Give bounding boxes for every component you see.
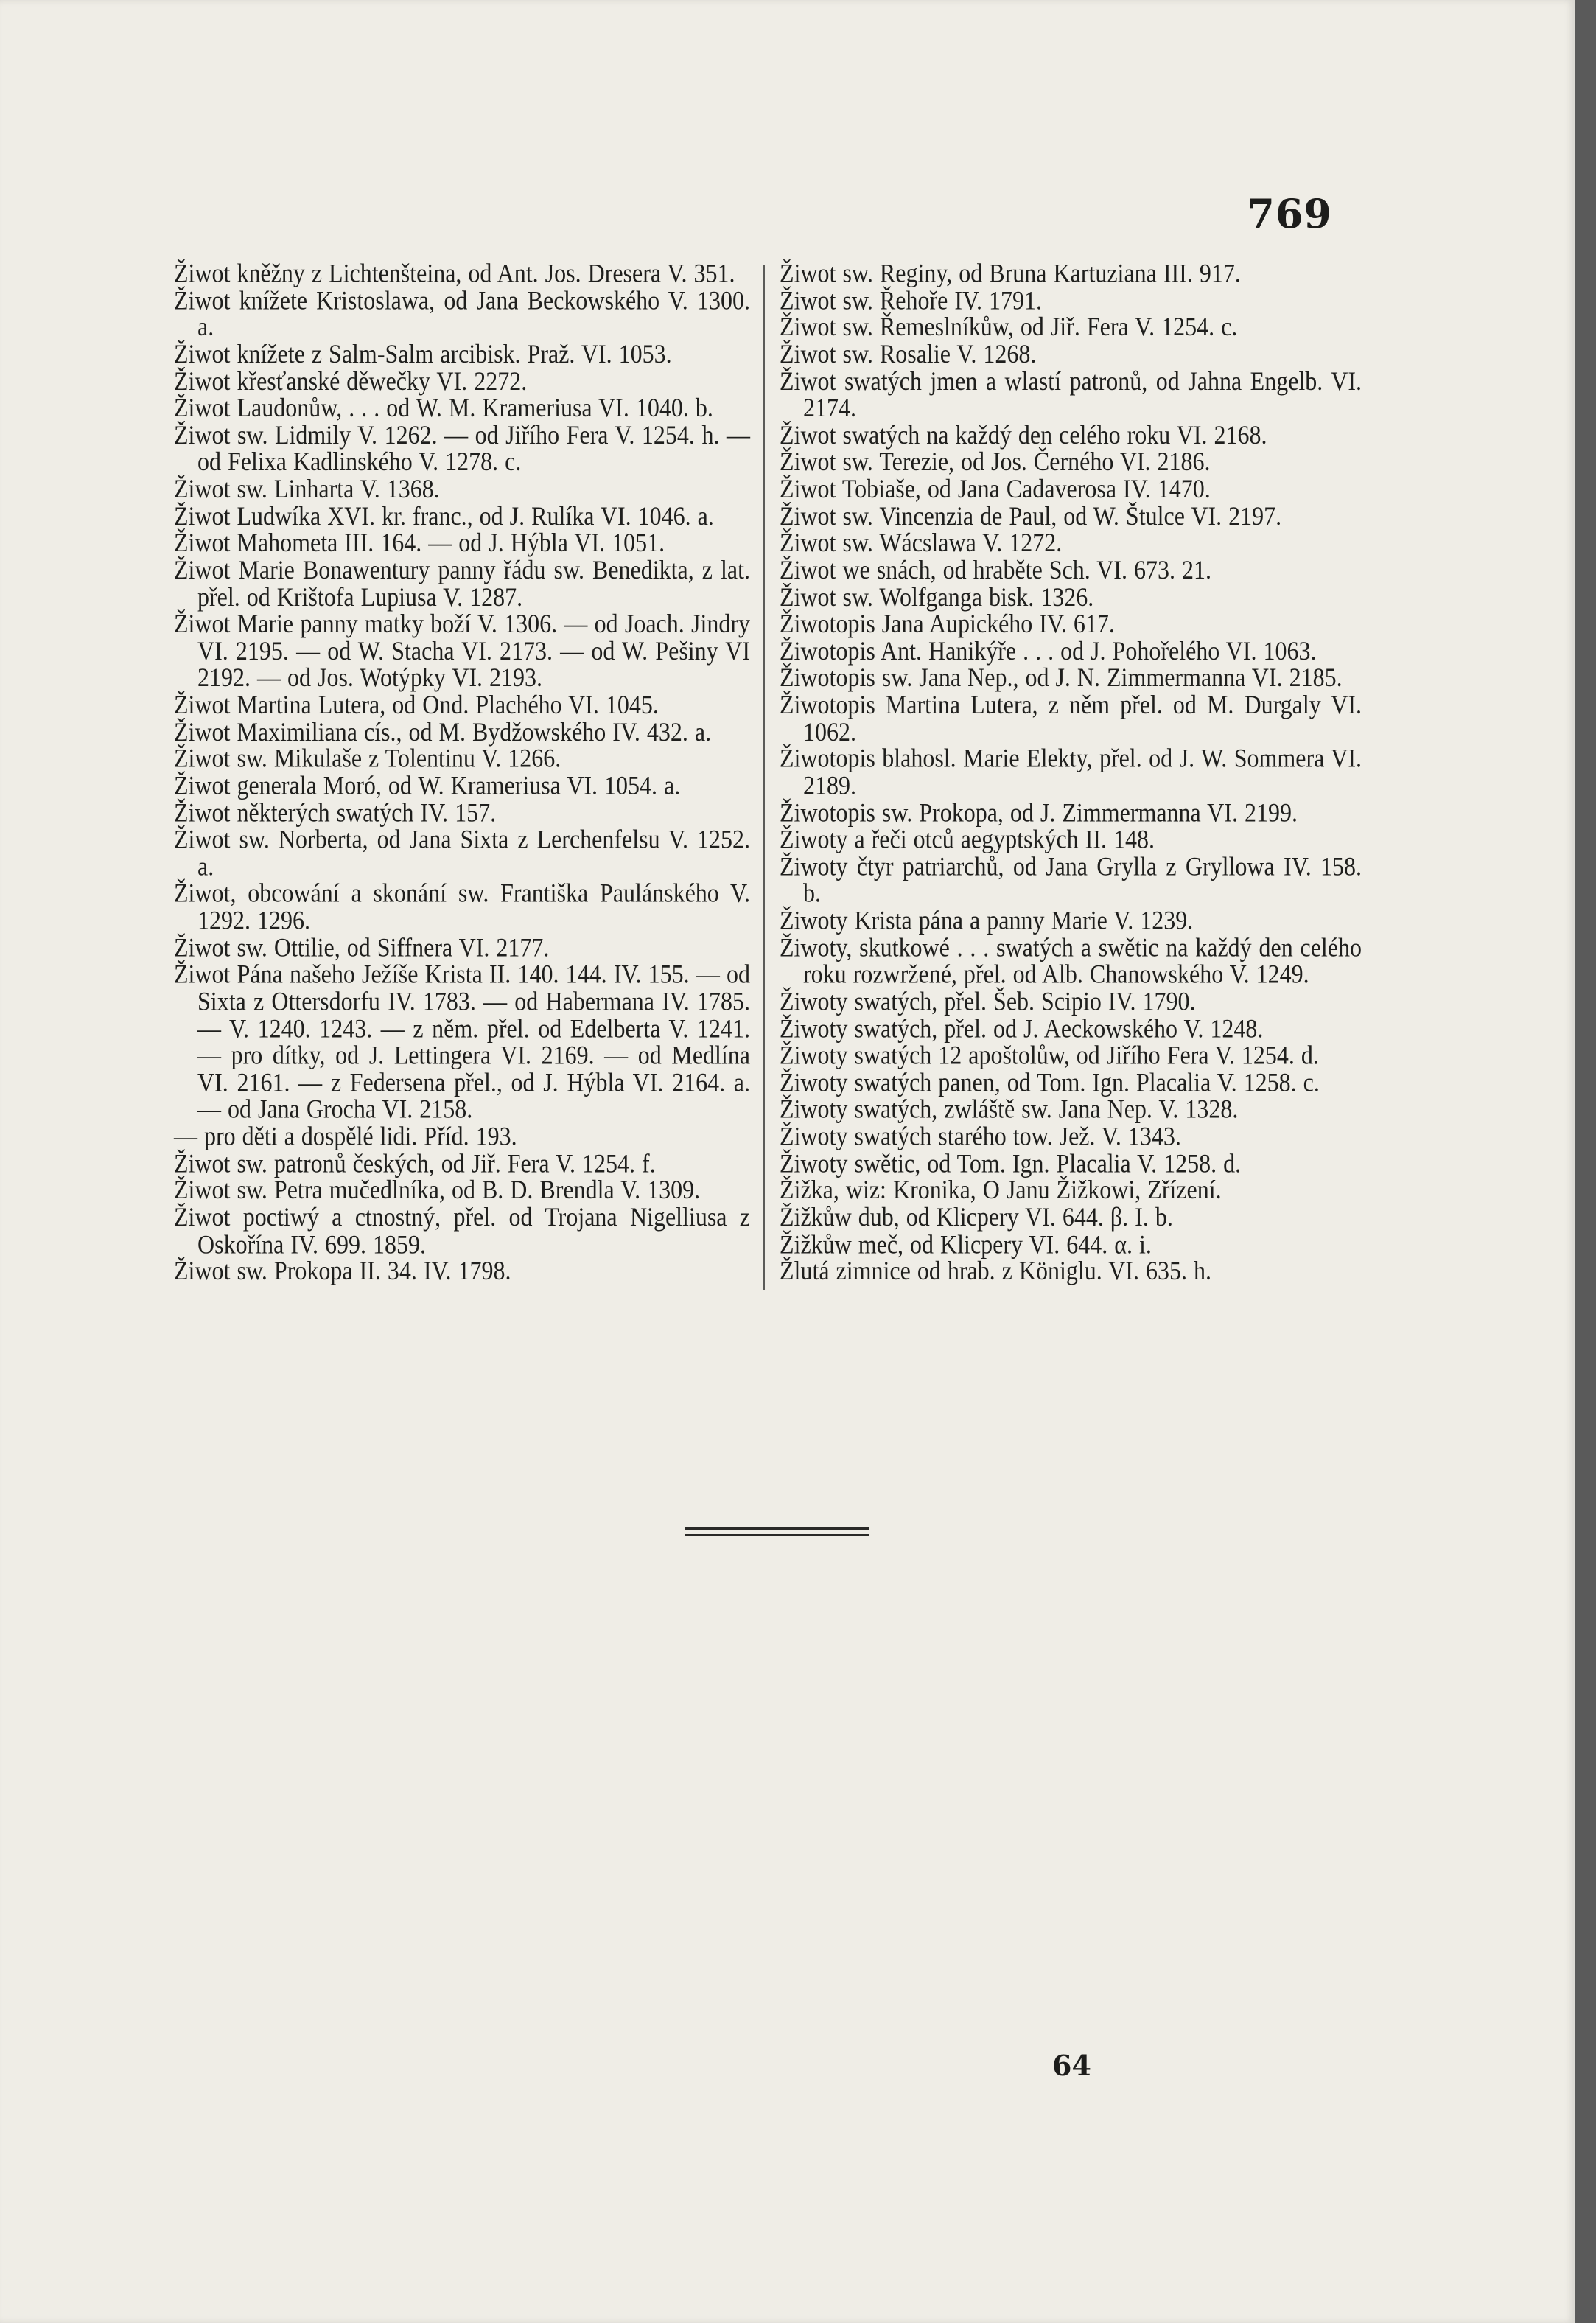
index-entry: Žiwot poctiwý a ctnostný, přel. od Trojana Nigelliusa z Oskořína IV. 699. 1859. [174, 1201, 750, 1259]
index-entry: Žižkůw meč, od Klicpery VI. 644. α. i. [780, 1229, 1152, 1259]
index-entry: Žiwot we snách, od hraběte Sch. VI. 673. 21. [780, 554, 1211, 584]
index-entry: Žiwot Marie panny matky boží V. 1306. — od Joach. Jindry VI. 2195. — od W. Stacha VI. 2173. — od W. Pešiny VI 2192. — od Jos. Wotýpky VI. 2193. [174, 608, 750, 693]
index-entry: Žižka, wiz: Kronika, O Janu Žižkowi, Zřízení. [780, 1174, 1222, 1205]
index-entry: Žiwoty a řeči otců aegyptských II. 148. [780, 824, 1155, 854]
index-entry: Žiwoty swatých panen, od Tom. Ign. Placalia V. 1258. c. [780, 1066, 1320, 1097]
index-entry: Žiwotopis Jana Aupického IV. 617. [780, 608, 1115, 638]
index-entry: Žiwot sw. Řehoře IV. 1791. [780, 284, 1042, 315]
index-entry: Žiwot sw. Ottilie, od Siffnera VI. 2177. [174, 932, 550, 963]
index-entry: Žiwot sw. Wácslawa V. 1272. [780, 527, 1063, 558]
index-entry: Žiwot křesťanské děwečky VI. 2272. [174, 366, 528, 396]
index-entry: Žiwot Marie Bonawentury panny řádu sw. Benedikta, z lat. přel. od Krištofa Lupiusa V. 1287. [174, 554, 750, 612]
index-entry: Žiwot sw. Lidmily V. 1262. — od Jiřího Fera V. 1254. h. — od Felixa Kadlinského V. 1278. c. [174, 419, 750, 477]
index-entry: Žiwot sw. Norberta, od Jana Sixta z Lerchenfelsu V. 1252. a. [174, 824, 750, 881]
index-entry: Žiwot swatých na každý den celého roku VI. 2168. [780, 419, 1267, 450]
index-entry: Žiwot Mahometa III. 164. — od J. Hýbla VI. 1051. [174, 527, 665, 558]
index-entry: Žižkůw dub, od Klicpery VI. 644. β. I. b. [780, 1201, 1173, 1232]
index-entry: Žiwotopis sw. Jana Nep., od J. N. Zimmermanna VI. 2185. [780, 662, 1343, 693]
column-divider [763, 265, 765, 1290]
index-column-left [174, 259, 750, 1285]
index-entry: Žiwoty swatých 12 apoštolůw, od Jiřího Fera V. 1254. d. [780, 1040, 1319, 1070]
index-entry: Žiwot sw. Reginy, od Bruna Kartuziana III. 917. [780, 257, 1241, 288]
index-entry: Žiwot sw. Terezie, od Jos. Černého VI. 2186. [780, 446, 1211, 477]
index-entry: Žiwot Ludwíka XVI. kr. franc., od J. Rulíka VI. 1046. a. [174, 500, 714, 531]
index-entry: Žlutá zimnice od hrab. z Königlu. VI. 635. h. [780, 1255, 1211, 1286]
index-entry: Žiwot swatých jmen a wlastí patronů, od Jahna Engelb. VI. 2174. [780, 366, 1362, 423]
index-column-right [780, 259, 1362, 1285]
index-entry: Žiwot Pána našeho Ježíše Krista II. 140. 144. IV. 155. — od Sixta z Ottersdorfu IV. 1783. — od Habermana IV. 1785. — V. 1240. 1243. — z něm. přel. od Edelberta V. 1241. — pro dítky, od J. Lettingera VI. 2169. — od Medlína VI. 2161. — z Federsena přel., od J. Hýbla VI. 2164. a. — od Jana Grocha VI. 2158. [174, 959, 750, 1124]
index-entry: Žiwot sw. Linharta V. 1368. [174, 473, 440, 503]
index-entry: Žiwot Tobiaše, od Jana Cadaverosa IV. 1470. [780, 473, 1211, 503]
index-entry: Žiwot sw. patronů českých, od Jiř. Fera V. 1254. f. [174, 1147, 656, 1178]
index-entry: — pro děti a dospělé lidi. Příd. 193. [174, 1120, 517, 1151]
index-entry: Žiwot sw. Prokopa II. 34. IV. 1798. [174, 1255, 511, 1286]
index-entry: Žiwot Laudonůw, . . . od W. M. Krameriusa VI. 1040. b. [174, 392, 713, 423]
index-entry: Žiwot některých swatých IV. 157. [174, 797, 497, 828]
index-entry: Žiwot Maximiliana cís., od M. Bydžowského IV. 432. a. [174, 716, 712, 747]
index-entry: Žiwotopis Ant. Hanikýře . . . od J. Pohořelého VI. 1063. [780, 635, 1317, 666]
index-entry: Žiwotopis blahosl. Marie Elekty, přel. od J. W. Sommera VI. 2189. [780, 743, 1362, 800]
index-entry: Žiwot kněžny z Lichtenšteina, od Ant. Jos. Dresera V. 351. [174, 257, 735, 288]
index-entry: Žiwot knížete Kristoslawa, od Jana Beckowského V. 1300. a. [174, 284, 750, 342]
index-entry: Žiwoty swatých starého tow. Jež. V. 1343. [780, 1120, 1181, 1151]
index-entry: Žiwotopis Martina Lutera, z něm přel. od M. Durgaly VI. 1062. [780, 689, 1362, 747]
index-entry: Žiwoty swatých, přel. Šeb. Scipio IV. 1790. [780, 985, 1196, 1016]
sheet-signature: 64 [1052, 2049, 1091, 2082]
index-entry: Žiwot sw. Petra mučedlníka, od B. D. Brendla V. 1309. [174, 1174, 701, 1205]
index-entry: Žiwoty, skutkowé . . . swatých a swětic na každý den celého roku rozwržené, přel. od Alb. Chanowského V. 1249. [780, 932, 1362, 989]
index-entry: Žiwot, obcowání a skonání sw. Františka Paulánského V. 1292. 1296. [174, 878, 750, 935]
index-entry: Žiwotopis sw. Prokopa, od J. Zimmermanna VI. 2199. [780, 797, 1298, 828]
index-entry: Žiwot sw. Řemeslníkůw, od Jiř. Fera V. 1254. c. [780, 311, 1238, 342]
index-entry: Žiwoty swatých, zwláště sw. Jana Nep. V. 1328. [780, 1094, 1239, 1124]
end-rule-thick [685, 1527, 869, 1530]
index-entry: Žiwot sw. Mikulaše z Tolentinu V. 1266. [174, 743, 561, 773]
page-number: 769 [1247, 190, 1332, 237]
index-entry: Žiwot generala Moró, od W. Krameriusa VI. 1054. a. [174, 770, 681, 800]
index-entry: Žiwot Martina Lutera, od Ond. Plachého VI. 1045. [174, 689, 659, 719]
index-entry: Žiwoty čtyr patriarchů, od Jana Grylla z Gryllowa IV. 158. b. [780, 850, 1362, 908]
index-entry: Žiwot sw. Rosalie V. 1268. [780, 338, 1037, 368]
end-rule-thin [685, 1534, 869, 1536]
index-entry: Žiwot sw. Vincenzia de Paul, od W. Štulce VI. 2197. [780, 500, 1282, 531]
index-entry: Žiwoty swětic, od Tom. Ign. Placalia V. 1258. d. [780, 1147, 1242, 1178]
index-entry: Žiwot sw. Wolfganga bisk. 1326. [780, 581, 1094, 612]
index-entry: Žiwot knížete z Salm-Salm arcibisk. Praž. VI. 1053. [174, 338, 672, 368]
index-entry: Žiwoty Krista pána a panny Marie V. 1239. [780, 905, 1194, 935]
index-entry: Žiwoty swatých, přel. od J. Aeckowského V. 1248. [780, 1013, 1264, 1043]
